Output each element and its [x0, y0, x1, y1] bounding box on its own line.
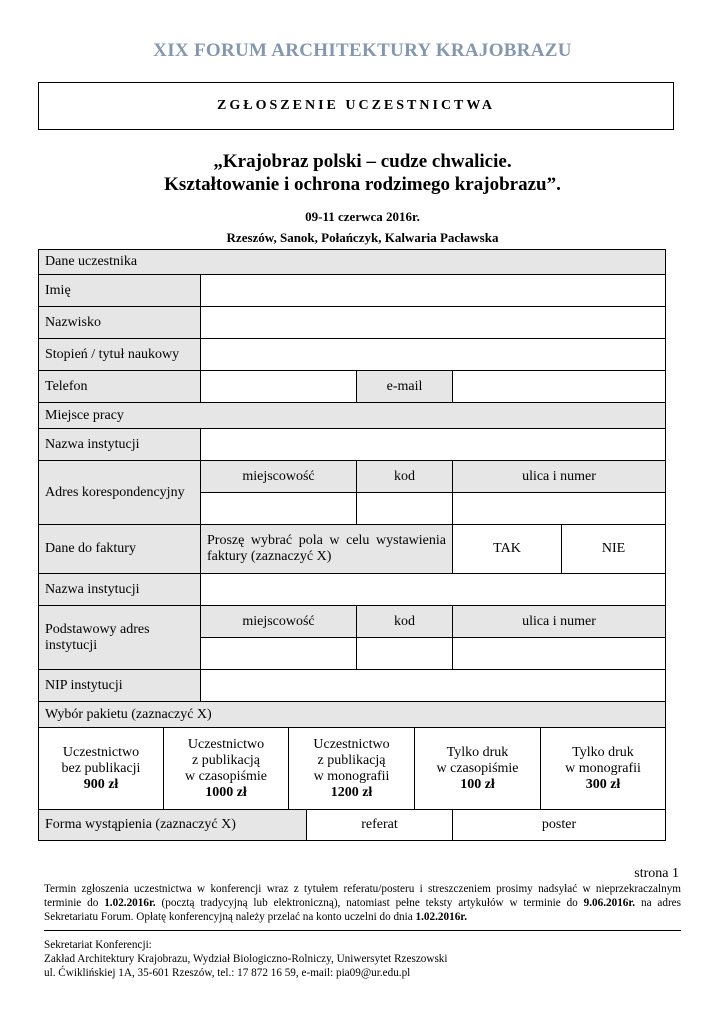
presentation-form-label-text: Forma wystąpienia (zaznaczyć X) — [45, 817, 236, 832]
phone-label — [38, 370, 201, 403]
degree-label-text: Stopień / tytuł naukowy — [45, 346, 180, 362]
package-1-price: 900 zł — [83, 776, 119, 792]
phone-label-text: Telefon — [45, 378, 88, 394]
package-5-line1: Tylko druk — [572, 744, 634, 760]
poster-option-label: poster — [541, 817, 577, 832]
package-3-line1: Uczestnictwo — [313, 736, 390, 752]
package-2-line3: w czasopiśmie — [184, 768, 268, 784]
package-option-4[interactable] — [414, 727, 541, 810]
street-field[interactable] — [452, 492, 666, 525]
secretariat-line2: ul. Ćwiklińskiej 1A, 35-601 Rzeszów, tel.: 17 872 16 59, e-mail: pia09@ur.edu.pl — [44, 967, 411, 979]
poster-option[interactable] — [452, 809, 666, 841]
nip-field[interactable] — [200, 669, 666, 702]
invoice-data-label — [38, 524, 201, 574]
first-name-label-text: Imię — [45, 282, 71, 298]
secretariat-title: Sekretariat Konferencji: — [44, 939, 152, 951]
email-label — [356, 370, 453, 403]
package-1-line2: bez publikacji — [61, 760, 141, 776]
correspondence-address-label-text: Adres korespondencyjny — [45, 484, 185, 500]
city2-header-text: miejscowość — [242, 613, 315, 629]
package-option-3[interactable] — [288, 727, 415, 810]
deadline-text-2: (pocztą tradycyjną lub elektroniczną), natomiast pełne teksty artykułów w terminie do — [155, 897, 584, 909]
institution-address-label-text: Podstawowy adres instytucji — [45, 621, 150, 653]
street2-field[interactable] — [452, 637, 666, 670]
package-4-price: 100 zł — [460, 776, 495, 792]
forum-title: XIX FORUM ARCHITEKTURY KRAJOBRAZU — [153, 40, 572, 61]
section-participant-label: Dane uczestnika — [45, 254, 138, 269]
institution-name2-label-text: Nazwa instytucji — [45, 581, 140, 597]
degree-field[interactable] — [200, 338, 666, 371]
section-workplace-label: Miejsce pracy — [45, 407, 124, 423]
footer-divider — [44, 930, 681, 931]
institution-address-label — [38, 605, 201, 670]
institution-name-label — [38, 428, 201, 461]
presentation-form-label — [38, 809, 307, 841]
invoice-no-option[interactable] — [561, 524, 666, 574]
section-package-label: Wybór pakietu (zaznaczyć X) — [45, 706, 212, 722]
city-field[interactable] — [200, 492, 357, 525]
street2-header — [452, 605, 666, 638]
package-2-line2: z publikacją — [191, 752, 261, 768]
institution-name-field[interactable] — [200, 428, 666, 461]
paper-option[interactable] — [306, 809, 453, 841]
registration-title: ZGŁOSZENIE UCZESTNICTWA — [217, 98, 495, 113]
postcode-header-text: kod — [394, 468, 415, 484]
street2-header-text: ulica i numer — [522, 613, 596, 629]
secretariat-info — [44, 938, 448, 980]
paper-option-label: referat — [361, 817, 398, 832]
phone-field[interactable] — [200, 370, 357, 403]
street-header — [452, 460, 666, 493]
invoice-data-label-text: Dane do faktury — [45, 541, 136, 556]
conference-date: 09-11 czerwca 2016r. — [305, 209, 420, 224]
deadline-date-1: 1.02.2016r. — [104, 897, 156, 909]
invoice-prompt — [200, 524, 453, 574]
invoice-yes-label: TAK — [493, 541, 521, 556]
package-option-2[interactable] — [163, 727, 289, 810]
conference-title — [0, 150, 725, 196]
invoice-no-label: NIE — [601, 541, 626, 556]
postcode2-field[interactable] — [356, 637, 453, 670]
last-name-label-text: Nazwisko — [45, 314, 101, 330]
package-3-line2: z publikacją — [317, 752, 386, 768]
package-1-line1: Uczestnictwo — [62, 744, 140, 760]
package-option-1[interactable] — [38, 727, 164, 810]
deadline-text-1: Termin zgłoszenia uczestnictwa w konferencji wraz z tytułem referatu/posteru i streszczeniem prosimy nadsyłać w nieprzekraczalnym terminie do — [44, 883, 681, 909]
package-4-line1: Tylko druk — [446, 744, 509, 760]
postcode-field[interactable] — [356, 492, 453, 525]
nip-label — [38, 669, 201, 702]
email-field[interactable] — [452, 370, 666, 403]
institution-name2-field[interactable] — [200, 573, 666, 606]
first-name-field[interactable] — [200, 274, 666, 307]
invoice-yes-option[interactable] — [452, 524, 562, 574]
section-participant — [38, 249, 666, 275]
package-5-line2: w monografii — [565, 760, 641, 776]
correspondence-address-label — [38, 460, 201, 525]
postcode2-header — [356, 605, 453, 638]
degree-label — [38, 338, 201, 371]
last-name-label — [38, 306, 201, 339]
first-name-label — [38, 274, 201, 307]
institution-name2-label — [38, 573, 201, 606]
package-2-line1: Uczestnictwo — [187, 736, 265, 752]
package-3-price: 1200 zł — [330, 784, 373, 800]
street-header-text: ulica i numer — [522, 468, 596, 484]
postcode2-header-text: kod — [394, 613, 415, 629]
conference-title-line2: Kształtowanie i ochrona rodzimego krajobrazu”. — [164, 174, 561, 195]
last-name-field[interactable] — [200, 306, 666, 339]
package-3-line3: w monografii — [313, 768, 390, 784]
deadline-note — [44, 882, 681, 924]
registration-title-box — [38, 82, 674, 130]
page-number: strona 1 — [634, 866, 679, 881]
section-workplace — [38, 402, 666, 429]
deadline-text-3: na adres Sekretariatu Forum. Opłatę konferencyjną należy przelać na konto uczelni do dnia — [44, 897, 682, 923]
package-2-price: 1000 zł — [205, 784, 247, 800]
invoice-prompt-text: Proszę wybrać pola w celu wystawienia faktury (zaznaczyć X) — [207, 533, 446, 564]
nip-label-text: NIP instytucji — [45, 677, 123, 693]
package-4-line2: w czasopiśmie — [436, 760, 519, 776]
city-header — [200, 460, 357, 493]
conference-places: Rzeszów, Sanok, Połańczyk, Kalwaria Pacławska — [226, 230, 499, 245]
package-5-price: 300 zł — [585, 776, 621, 792]
conference-title-line1: „Krajobraz polski – cudze chwalicie. — [213, 151, 512, 172]
secretariat-line1: Zakład Architektury Krajobrazu, Wydział Biologiczno-Rolniczy, Uniwersytet Rzeszowski — [44, 953, 448, 965]
city2-field[interactable] — [200, 637, 357, 670]
section-package — [38, 701, 666, 728]
postcode-header — [356, 460, 453, 493]
deadline-date-2: 9.06.2016r. — [583, 897, 636, 909]
city-header-text: miejscowość — [242, 468, 315, 484]
institution-name-label-text: Nazwa instytucji — [45, 436, 140, 452]
deadline-date-3: 1.02.2016r. — [415, 911, 468, 923]
package-option-5[interactable] — [540, 727, 666, 810]
email-label-text: e-mail — [386, 378, 423, 394]
city2-header — [200, 605, 357, 638]
